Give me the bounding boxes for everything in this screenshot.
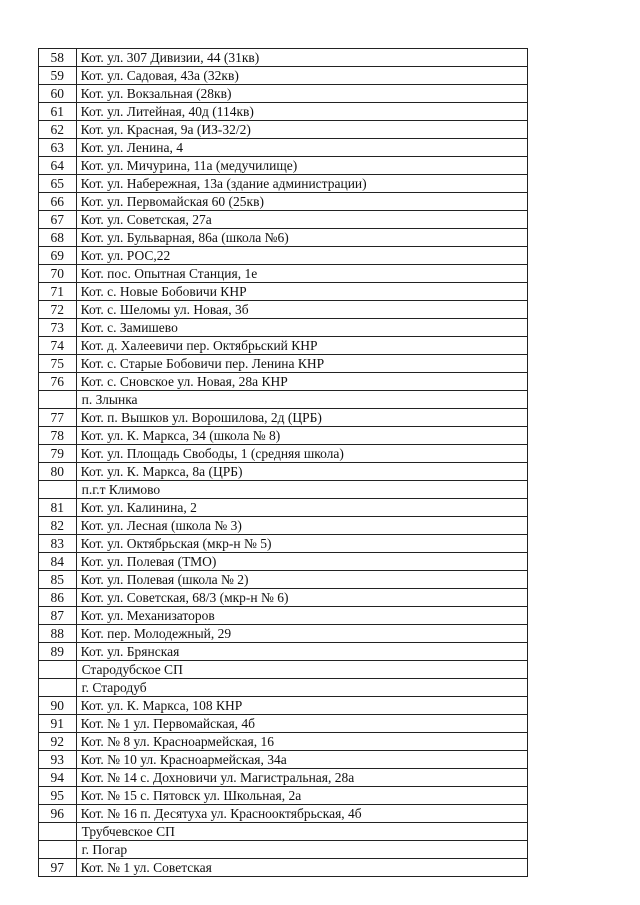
table-row — [39, 373, 528, 391]
boiler-address: Кот. № 1 ул. Первомайская, 4б — [76, 715, 527, 733]
table-row — [39, 751, 528, 769]
table-row — [39, 463, 528, 481]
boiler-address: Кот. № 15 с. Пятовск ул. Школьная, 2а — [76, 787, 527, 805]
boiler-address: Кот. ул. Первомайская 60 (25кв) — [76, 193, 527, 211]
section-heading-row — [39, 679, 528, 697]
boiler-address: Кот. ул. Садовая, 43а (32кв) — [76, 67, 527, 85]
boiler-address: Кот. с. Сновское ул. Новая, 28а КНР — [76, 373, 527, 391]
boiler-address: Кот. ул. Вокзальная (28кв) — [76, 85, 527, 103]
table-row — [39, 715, 528, 733]
table-row — [39, 499, 528, 517]
section-heading-row — [39, 841, 528, 859]
table-row — [39, 445, 528, 463]
section-heading: п. Злынка — [76, 391, 527, 409]
row-number — [39, 481, 77, 499]
row-number: 59 — [39, 67, 77, 85]
row-number: 92 — [39, 733, 77, 751]
boiler-address: Кот. ул. Лесная (школа № 3) — [76, 517, 527, 535]
table-row — [39, 67, 528, 85]
row-number: 67 — [39, 211, 77, 229]
table-row — [39, 337, 528, 355]
table-row — [39, 571, 528, 589]
boiler-address: Кот. ул. Мичурина, 11а (медучилище) — [76, 157, 527, 175]
boiler-address: Кот. пос. Опытная Станция, 1е — [76, 265, 527, 283]
table-row — [39, 247, 528, 265]
row-number — [39, 661, 77, 679]
section-heading: Стародубское СП — [76, 661, 527, 679]
boiler-address: Кот. ул. Советская, 68/3 (мкр-н № 6) — [76, 589, 527, 607]
table-row — [39, 283, 528, 301]
row-number — [39, 841, 77, 859]
boiler-list-table — [38, 48, 528, 877]
table-row — [39, 643, 528, 661]
boiler-address: Кот. ул. Площадь Свободы, 1 (средняя школа) — [76, 445, 527, 463]
row-number: 87 — [39, 607, 77, 625]
boiler-address: Кот. ул. Красная, 9а (ИЗ-32/2) — [76, 121, 527, 139]
table-row — [39, 193, 528, 211]
table-row — [39, 265, 528, 283]
row-number: 74 — [39, 337, 77, 355]
boiler-address: Кот. ул. Набережная, 13а (здание администрации) — [76, 175, 527, 193]
boiler-address: Кот. ул. Полевая (ТМО) — [76, 553, 527, 571]
table-row — [39, 319, 528, 337]
row-number: 89 — [39, 643, 77, 661]
table-row — [39, 355, 528, 373]
boiler-address: Кот. ул. Октябрьская (мкр-н № 5) — [76, 535, 527, 553]
row-number: 68 — [39, 229, 77, 247]
row-number: 73 — [39, 319, 77, 337]
row-number: 96 — [39, 805, 77, 823]
boiler-address: Кот. с. Новые Бобовичи КНР — [76, 283, 527, 301]
section-heading: г. Погар — [76, 841, 527, 859]
boiler-address: Кот. ул. Калинина, 2 — [76, 499, 527, 517]
boiler-address: Кот. ул. Брянская — [76, 643, 527, 661]
table-row — [39, 769, 528, 787]
boiler-address: Кот. ул. Механизаторов — [76, 607, 527, 625]
table-row — [39, 607, 528, 625]
section-heading: п.г.т Климово — [76, 481, 527, 499]
table-row — [39, 787, 528, 805]
table-row — [39, 733, 528, 751]
boiler-address: Кот. с. Шеломы ул. Новая, 3б — [76, 301, 527, 319]
boiler-address: Кот. ул. К. Маркса, 8а (ЦРБ) — [76, 463, 527, 481]
table-row — [39, 121, 528, 139]
row-number: 71 — [39, 283, 77, 301]
table-row — [39, 229, 528, 247]
section-heading-row — [39, 661, 528, 679]
table-row — [39, 175, 528, 193]
boiler-address: Кот. № 1 ул. Советская — [76, 859, 527, 877]
row-number: 95 — [39, 787, 77, 805]
table-row — [39, 211, 528, 229]
boiler-address: Кот. № 14 с. Дохновичи ул. Магистральная, 28а — [76, 769, 527, 787]
row-number: 90 — [39, 697, 77, 715]
boiler-address: Кот. ул. РОС,22 — [76, 247, 527, 265]
row-number: 60 — [39, 85, 77, 103]
row-number: 83 — [39, 535, 77, 553]
row-number: 77 — [39, 409, 77, 427]
row-number: 97 — [39, 859, 77, 877]
row-number: 76 — [39, 373, 77, 391]
boiler-address: Кот. пер. Молодежный, 29 — [76, 625, 527, 643]
section-heading-row — [39, 391, 528, 409]
row-number: 62 — [39, 121, 77, 139]
row-number: 72 — [39, 301, 77, 319]
boiler-address: Кот. ул. 307 Дивизии, 44 (31кв) — [76, 49, 527, 67]
section-heading-row — [39, 823, 528, 841]
row-number: 88 — [39, 625, 77, 643]
row-number: 80 — [39, 463, 77, 481]
row-number: 63 — [39, 139, 77, 157]
table-row — [39, 103, 528, 121]
table-row — [39, 805, 528, 823]
boiler-address: Кот. д. Халеевичи пер. Октябрьский КНР — [76, 337, 527, 355]
row-number: 93 — [39, 751, 77, 769]
boiler-address: Кот. ул. К. Маркса, 108 КНР — [76, 697, 527, 715]
boiler-address: Кот. с. Старые Бобовичи пер. Ленина КНР — [76, 355, 527, 373]
boiler-address: Кот. ул. Ленина, 4 — [76, 139, 527, 157]
section-heading: г. Стародуб — [76, 679, 527, 697]
row-number: 78 — [39, 427, 77, 445]
section-heading-row — [39, 481, 528, 499]
row-number: 82 — [39, 517, 77, 535]
boiler-address: Кот. ул. Советская, 27а — [76, 211, 527, 229]
table-row — [39, 517, 528, 535]
table-row — [39, 139, 528, 157]
table-row — [39, 301, 528, 319]
row-number: 81 — [39, 499, 77, 517]
row-number: 66 — [39, 193, 77, 211]
row-number: 79 — [39, 445, 77, 463]
row-number: 61 — [39, 103, 77, 121]
table-row — [39, 625, 528, 643]
table-row — [39, 697, 528, 715]
row-number: 69 — [39, 247, 77, 265]
row-number — [39, 391, 77, 409]
row-number — [39, 823, 77, 841]
row-number: 65 — [39, 175, 77, 193]
table-row — [39, 409, 528, 427]
table-row — [39, 49, 528, 67]
table-row — [39, 85, 528, 103]
row-number: 91 — [39, 715, 77, 733]
table-row — [39, 535, 528, 553]
boiler-address: Кот. ул. Бульварная, 86а (школа №6) — [76, 229, 527, 247]
boiler-address: Кот. с. Замишево — [76, 319, 527, 337]
row-number: 94 — [39, 769, 77, 787]
row-number: 84 — [39, 553, 77, 571]
row-number: 58 — [39, 49, 77, 67]
row-number: 86 — [39, 589, 77, 607]
table-body — [39, 49, 528, 877]
table-row — [39, 427, 528, 445]
table-row — [39, 157, 528, 175]
row-number — [39, 679, 77, 697]
row-number: 70 — [39, 265, 77, 283]
boiler-address: Кот. № 16 п. Десятуха ул. Краснооктябрьская, 4б — [76, 805, 527, 823]
boiler-address: Кот. № 8 ул. Красноармейская, 16 — [76, 733, 527, 751]
row-number: 75 — [39, 355, 77, 373]
table-row — [39, 589, 528, 607]
boiler-address: Кот. № 10 ул. Красноармейская, 34а — [76, 751, 527, 769]
boiler-address: Кот. п. Вышков ул. Ворошилова, 2д (ЦРБ) — [76, 409, 527, 427]
table-row — [39, 553, 528, 571]
section-heading: Трубчевское СП — [76, 823, 527, 841]
row-number: 85 — [39, 571, 77, 589]
row-number: 64 — [39, 157, 77, 175]
table-row — [39, 859, 528, 877]
boiler-address: Кот. ул. Полевая (школа № 2) — [76, 571, 527, 589]
boiler-address: Кот. ул. Литейная, 40д (114кв) — [76, 103, 527, 121]
boiler-address: Кот. ул. К. Маркса, 34 (школа № 8) — [76, 427, 527, 445]
